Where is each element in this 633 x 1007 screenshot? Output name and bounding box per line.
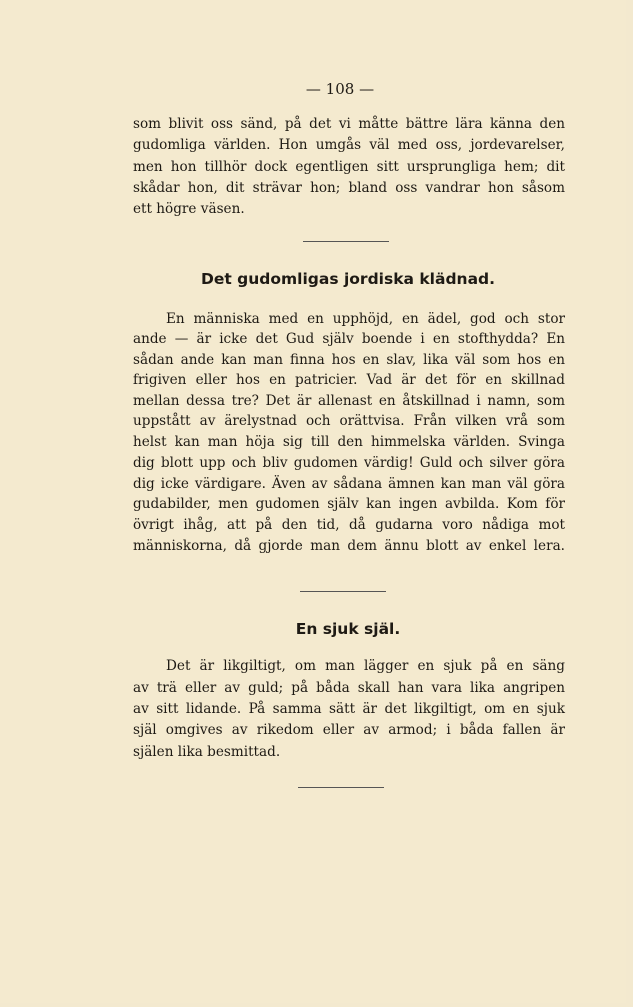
text-line: gudabilder, men gudomen själv kan ingen avbilda. Kom för xyxy=(133,496,565,512)
text-line: skådar hon, dit strävar hon; bland oss vandrar hon såsom xyxy=(133,180,565,196)
text-line: dig blott upp och bliv gudomen värdig! Guld och silver göra xyxy=(133,455,565,471)
text-line: dig icke värdigare. Även av sådana ämnen kan man väl göra xyxy=(133,476,565,492)
text-line: själen lika besmittad. xyxy=(133,744,281,760)
text-line: men hon tillhör dock egentligen sitt ursprungliga hem; dit xyxy=(133,159,565,175)
section-heading: Det gudomligas jordiska klädnad. xyxy=(200,270,496,288)
text-line: övrigt ihåg, att på den tid, då gudarna voro nådiga mot xyxy=(133,517,565,533)
text-line: gudomliga världen. Hon umgås väl med oss, jordevarelser, xyxy=(133,137,565,153)
text-line: som blivit oss sänd, på det vi måtte bättre lära känna den xyxy=(133,116,565,132)
page-number: — 108 — xyxy=(305,80,375,98)
text-line: En människa med en upphöjd, en ädel, god och stor xyxy=(166,311,565,327)
text-line: uppstått av ärelystnad och orättvisa. Från vilken vrå som xyxy=(133,413,565,429)
section-divider xyxy=(300,591,386,592)
text-line: helst kan man höja sig till den himmelska världen. Svinga xyxy=(133,434,565,450)
text-line: Det är likgiltigt, om man lägger en sjuk på en säng xyxy=(166,658,565,674)
section-divider xyxy=(303,241,389,242)
text-line: frigiven eller hos en patricier. Vad är det för en skillnad xyxy=(133,372,565,388)
text-line: själ omgives av rikedom eller av armod; i båda fallen är xyxy=(133,722,565,738)
text-line: sådan ande kan man finna hos en slav, lika väl som hos en xyxy=(133,352,565,368)
text-line: mellan dessa tre? Det är allenast en åtskillnad i namn, som xyxy=(133,393,565,409)
text-line: människorna, då gjorde man dem ännu blott av enkel lera. xyxy=(133,538,565,554)
section-heading: En sjuk själ. xyxy=(295,620,401,638)
text-line: av trä eller av guld; på båda skall han vara lika angripen xyxy=(133,680,565,696)
section-divider xyxy=(298,787,384,788)
text-line: ande — är icke det Gud själv boende i en stofthydda? En xyxy=(133,331,565,347)
text-line: ett högre väsen. xyxy=(133,201,245,217)
text-line: av sitt lidande. På samma sätt är det likgiltigt, om en sjuk xyxy=(133,701,565,717)
